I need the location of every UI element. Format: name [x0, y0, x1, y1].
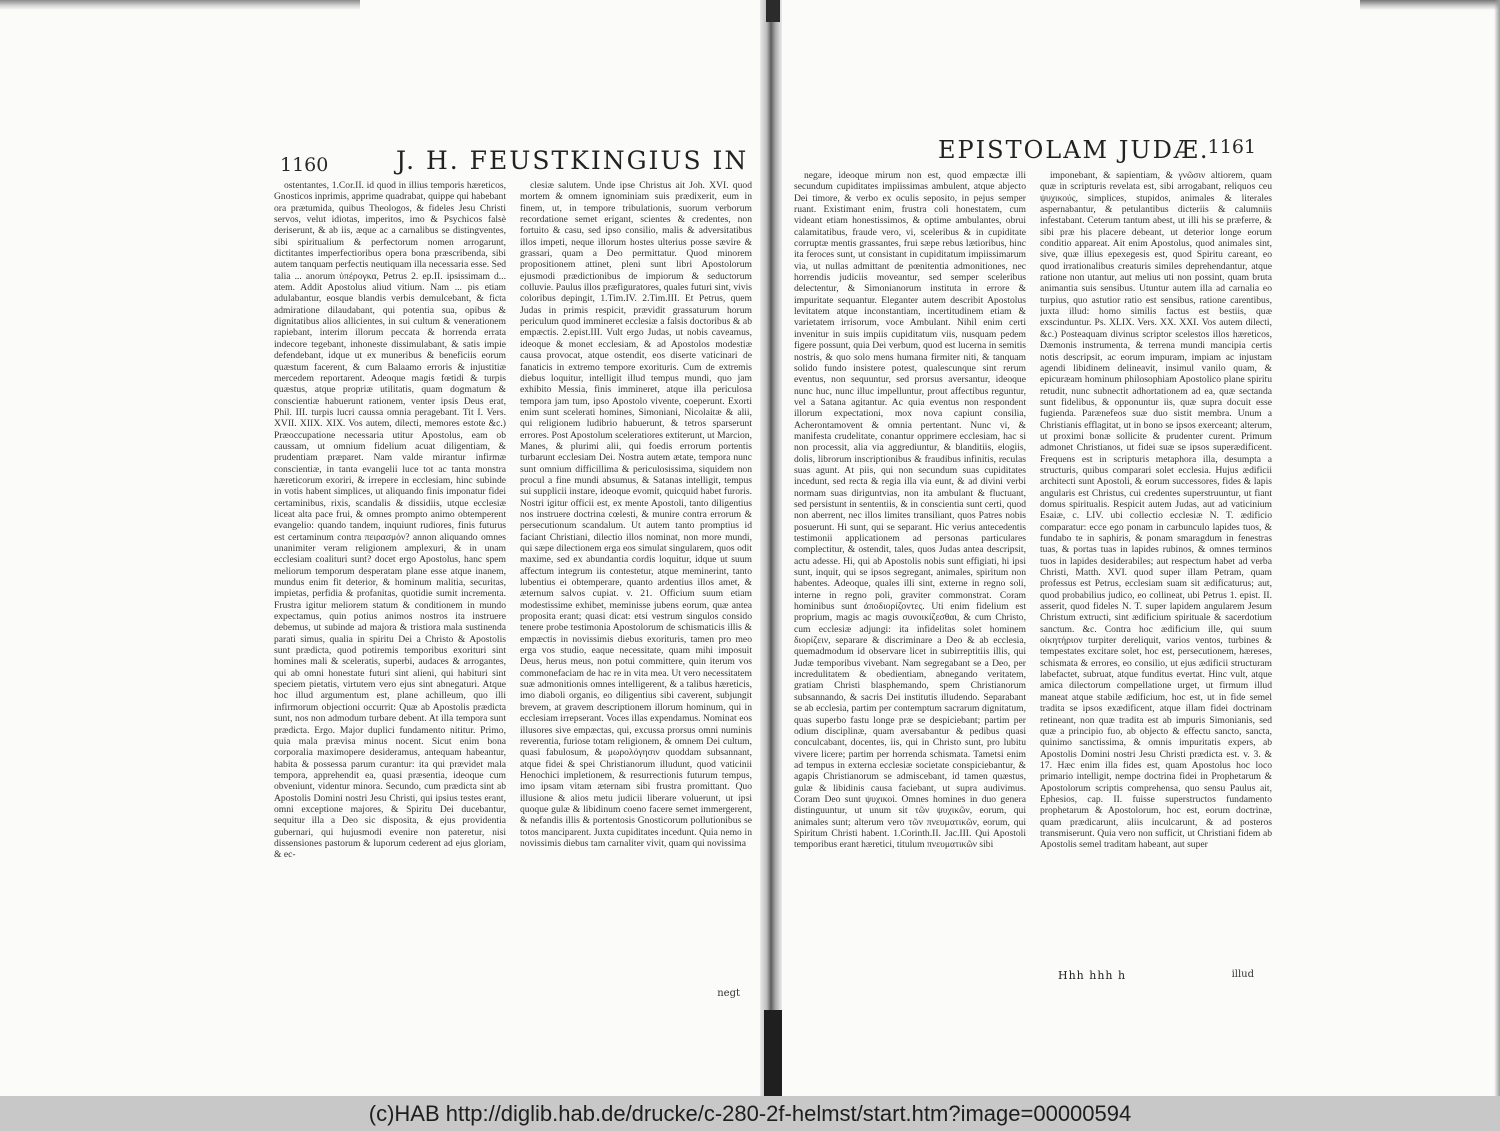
body-text: negare, ideoque mirum non est, quod empæctæ illi secundum cupiditates impiissimas ambulent, atque abjecto Dei timore, & verbo ex oculis seposito, in pejus semper ruant. Existimant enim, frustra coli honestatem, cum videant etiam honestissimos, & optime ambulantes, obrui calamitatibus, fraude vero, vi, sceleribus & in cupiditate corruptæ mentis grassantes, frui sæpe rebus lætioribus, hinc ita feroces sunt, ut consistant in cupiditatum impiissimarum via, ut nullas admittant de pœnitentia admonitiones, nec horrendis judiciis moveantur, sed semper sceleribus delectentur, & Simonianorum instituta in errore & impuritate sequantur. Eleganter autem describit Apostolus levitatem atque inconstantiam, incertitudinem etiam & varietatem irrisorum, voce Ambulant. Nihil enim certi invenitur in suis impiis cupiditatum viis, nusquam pedem figere possunt, quia Dei verbum, quod est lucerna in semitis nostris, & quo solo mens humana firmiter niti, & tanquam solido fundo insistere potest, qualescunque sint rerum eventus, non sequuntur, sed prorsus aversantur, ideoque nunc huc, nunc illuc impelluntur, prout affectibus reguntur, vel a Satana agitantur. Ac quia eventus non respondent illorum expectationi, mox nova capiunt consilia, Acherontamovent & omnia pertentant. Nunc vi, & manifesta crudelitate, conantur opprimere ecclesiam, hac si non processit, alia via aggrediuntur, & blanditiis, elogiis, dolis, librorum inscriptionibus & fraudibus infinitis, reculas suas agunt. At piis, qui non secundum suas cupiditates incedunt, sed recta & regia illa via eunt, & ad divini verbi normam suas diriguntvias, non ita ambulant & fluctuant, sed persistunt in sententiis, & in conscientia sunt certi, quod non aberrent, nec illos limites transiliant, quos Patres nobis posuerunt. Hi sunt, qui se separant. Hic verius antecedentis testimonii applicationem ad personas particulares complectitur, & ostendit, tales, quos Judas antea descripsit, actu adesse. Hi, qui ab Apostolis nobis sunt effigiati, hi ipsi sunt, inquit, qui se ipsos segregant, animales, spiritum non habentes. Adeoque, quales illi sint, externe in regno soli, interne in regno poli, graviter commonstrat. Coram hominibus sunt ἀποδιορίζοντες. Uti enim fidelium est proprium, magis ac magis συνοικίζεσθαι, & cum Christo, cum ecclesiæ adjungi: ita infidelitas solet hominem διορίζειν, separare & discriminare a Deo & ab ecclesia, quemadmodum id observare licet in subirreptitiis illis, qui Judæ temporibus vivebant. Nam segregabant se a Deo, per incredulitatem & obedientiam, abnegando veritatem, gratiam Christi blasphemando, spem Christianorum subsannando, & sacris Dei institutis illudendo. Separabant se ab ecclesia, partim per contemptum sacrarum dignitatum, quas superbo fastu longe præ se despiciebant; partim per odium disciplinæ, quam aversabantur & pedibus quasi conculcabant, docentes, iis, qui in Christo sunt, pro lubitu vivere licere; partim per horrenda schismata. Tametsi enim ad tempus in externa ecclesiæ societate conspiciebantur, & agapis Christianorum se admiscebant, id tamen quæstus, gulæ & libidinis causa faciebant, ut supra audivimus. Coram Deo sunt ψυχικοί. Omnes homines in duo genera distinguuntur, ut unum sit τῶν ψυχικῶν, eorum, qui animales sunt; alterum vero τῶν πνευματικῶν, eorum, qui Spiritum Christi habent. 1.Corinth.II. Jac.III. Qui Apostoli temporibus erant hæretici, titulum πνευματικῶν sibi: [794, 170, 1026, 851]
body-text: clesiæ salutem. Unde ipse Christus ait Joh. XVI. quod mortem & omnem ignominiam suis prædixerit, eum in finem, ut, in tempore tribulationis, suorum verborum recordatione semet erigant, scientes & credentes, non fortuito & casu, sed ipso consilio, malis & adversitatibus illos impeti, neque illorum hostes ulterius posse sævire & grassari, quam a Deo permittatur. Quod minorem propositionem attinet, pleni sunt libri Apostolorum ejusmodi prædictionibus de impiorum & seductorum colluvie. Paulus illos præfiguratores, quales futuri sint, vivis coloribus depingit, 1.Tim.IV. 2.Tim.III. Et Petrus, quem Judas in primis respicit, prævidit grassaturum horum periculum quod immineret ecclesiæ a falsis doctoribus & ab empæctis. 2.epist.III. Vult ergo Judas, ut nobis caveamus, ideoque & monet ecclesiam, & ad Apostolos modestiæ causa provocat, atque ostendit, eos diserte vaticinari de fanaticis in extremo tempore exorituris. Cum de extremis diebus loquitur, intelligit illud tempus mundi, quo jam exhibito Messia, finis immineret, atque illa periculosa tempora jam tum, ipso Apostolo vivente, coeperunt. Exorti enim sunt scelerati homines, Simoniani, Nicolaitæ & alii, qui religionem ludibrio habuerunt, & tetros sparserunt errores. Post Apostolum sceleratiores extiterunt, ut Marcion, Manes, & plurimi alii, qui foedis errorum portentis turbarunt ecclesiam Dei. Nostra autem ætate, tempora nunc sunt omnium difficillima & periculosissima, siquidem non procul a fine mundi absumus, & Satanas intelligit, tempus sui supplicii instare, ideoque evomit, quicquid habet furoris. Nostri igitur officii est, ex mente Apostoli, tanto diligentius nos instruere doctrina cœlesti, & munire contra errorum & persecutionum scandalum. Ut autem tanto promptius id faciant Christiani, dilectio illos nominat, non more mundi, qui sæpe dilectionem erga eos simulat singularem, quos odit maxime, sed ex abundantia cordis loquitur, idque ut suum affectum integrum iis contestetur, atque meminerint, tanto lubentius ei obtemperare, quanto ardentius illos amet, & æternum salvos cupiat. v. 21. Officium suum etiam modestissime exhibet, meminisse jubens eorum, quæ antea proposita erant; quasi dicat: etsi vestrum singulos consido tenere probe testimonia Apostolorum de schismaticis illis & empæctis in novissimis diebus exorituris, tamen pro meo erga vos studio, eaque necessitate, quam mihi imposuit Deus, herus meus, non potui committere, quin iterum vos commonefaciam de hac re in vita mea. Ut vero necessitatem suæ admonitionis omnes intelligerent, & a talibus hæreticis, imo diaboli organis, eo diligentius sibi caverent, subjungit brevem, at gravem descriptionem illorum hominum, qui in ecclesiam irrepserant. Voces illas expendamus. Nominat eos illusores sive empæctas, qui, excussa prorsus omni numinis reverentia, furiose totam religionem, & omnem Dei cultum, quasi fabulosum, & μωρολόγησιν quoddam subsannant, atque fidei & spei Christianorum illudunt, quod vaticinii Henochici impletionem, & resurrectionis futurum tempus, imo ipsam vitam æternam sibi frustra promittant. Quo illusione & alios metu judicii liberare voluerunt, ut ipsi quoque gulæ & libidinum coeno facere semet immergerent, & nefandis illis & portentosis Gnosticorum pollutionibus se totos manciparent. Juxta cupiditates incedunt. Quia nemo in novissimis diebus tam carnaliter vivit, quam qui novissima: [520, 180, 752, 849]
body-text: imponebant, & sapientiam, & γνῶσιν altiorem, quam quæ in scripturis revelata est, sibi arrogabant, reliquos ceu ψυχικούς, simplices, stupidos, animales & literales aspernabantur, & petulantibus dicteriis & calumniis infestabant. Ceterum tantum abest, ut illi his se præferre, & sibi præ his placere debeant, ut deterior longe eorum conditio appareat. Ait enim Apostolus, quod animales sint, sive, quæ illius epexegesis est, quod Spiritu careant, eo quod irrationalibus creaturis similes deprehendantur, atque ratione non utantur, aut melius uti non possint, quam bruta animantia suis sensibus. Utuntur autem illa ad carnalia eo turpius, quo astutior ratio est sensibus, ratione carentibus, juxta illud: homo similis factus est bestiis, quæ exscinduntur. Ps. XLIX. Vers. XX. XXI. Vos autem dilecti, &c.) Posteaquam divinus scriptor scelestos illos hæreticos, Dæmonis instrumenta, & terrena mundi mancipia certis notis descripsit, ac eorum impuram, impiam ac injustam agendi libidinem delineavit, insimul vanilo quam, & epicuræam hominum philosophiam Apostolico plane spiritu retudit, nunc subnectit adhortationem ad ea, quæ sectanda sunt fidelibus, & opponuntur iis, quæ supra docuit esse fugienda. Parænefeos suæ duo sistit membra. Unum a Christianis efflagitat, ut in bono se ipsos exerceant; alterum, ut proximi bonæ sollicite & prudenter curent. Primum admonet Christianos, ut fidei suæ se ipsos superædificent. Frequens est in scripturis metaphora illa, desumpta a structuris, quibus comparari solet ecclesia. Hujus ædificii architecti sunt Apostoli, & eorum successores, fides & lapis angularis est Christus, cui credentes superstruuntur, ut fiant domus spiritualis. Respicit autem Judas, aut ad vaticinium Esaiæ, c. LIV. ubi collectio ecclesiæ N. T. ædificio comparatur: ecce ego ponam in carbunculo lapides tuos, & fundabo te in saphiris, & ponam smaragdum in fenestras tuas, & portas tuas in lapides rubinos, & omnes terminos tuos in lapides desiderabiles; aut respectum habet ad verba Christi, Matth. XVI. quod super illam Petram, quam professus est Petrus, ecclesiam suam sit ædificaturus; aut, quod probabilius judico, eo collineat, ubi Petrus 1. epist. II. asserit, quod fideles N. T. super lapidem angularem Jesum Christum extructi, sint ædificium spirituale & sacerdotium sanctum. &c. Contra hoc ædificium ille, qui suum οἰκητήριον turpiter dereliquit, varios ventos, turbines & tempestates excitare solet, hoc est, persecutionem, hæreses, schismata & errores, eo consilio, ut ejus ædificii structuram labefactet, subruat, atque funditus evertat. Hinc vult, atque amica dilectorum compellatione urget, ut firmum illud maneat atque stabile ædificium, hoc est, ut in fide semel tradita se ipsos exædificent, atque illam fidei doctrinam retineant, non quæ tradita est ab impuris Simonianis, sed quæ a principio fuo, ab objecto & effectu sancto, sancta, quinimo sanctissima, & omnis impuritatis expers, ab Apostolis Domini nostri Jesu Christi prædicta est. v. 3. & 17. Hæc enim illa fides est, quam Apostolus hoc loco primario intelligit, nempe doctrina fidei in Prophetarum & Apostolorum scriptis comprehensa, quo sensu Paulus ait, Ephesios, cap. II. fuisse superstructos fundamento prophetarum & Apostolorum, hoc est, eorum doctrinæ, quam prædicarunt, aliis inculcarunt, & ad posteros transmiserunt. Quia vero non sufficit, ut Christiani fidem ab Apostolis semel traditam habeant, aut super: [1040, 170, 1272, 851]
running-head: J. H. FEUSTKINGIUS IN: [396, 146, 749, 175]
signature-mark: Hhh hhh h: [1058, 969, 1127, 982]
text-columns: [274, 180, 752, 1000]
scan-edge-shadow: [1494, 0, 1500, 1096]
copyright-url-text: (c)HAB http://diglib.hab.de/drucke/c-280-2f-helmst/start.htm?image=00000594: [368, 1100, 1132, 1126]
body-text: ostentantes, 1.Cor.II. id quod in illius temporis hæreticos, Gnosticos inprimis, apprime quadrabat, quippe qui habebant ora prætumida, quibus Theologos, & fideles Jesu Christi servos, velut idiotas, imperitos, imo & Psychicos falsè deriserunt, & ab iis, æque ac a carnalibus se distingventes, sibi spiritualium & perfectorum nomen arrogarunt, dictitantes imperfectioribus opera bona præscribenda, sibi autem tanquam perfectis neutiquam illa necessaria esse. Sed talia ... anorum ὑπέρογκα, Petrus 2. ep.II. ipsissimam d... atem. Addit Apostolus aliud vitium. Nam ... pis etiam adulabantur, eosque blandis verbis demulcebant, & ficta admiratione dilaudabant, qui potentia sua, opibus & dignitatibus alios allicientes, in sui cultum & venerationem rapiebant, interim illorum peccata & horrenda errata indecore tegebant, inhoneste dissimulabant, & satis impie defendebant, idque ut ex muneribus & beneficiis eorum quæstum facerent, & cum Balaamo erroris & injustitiæ mercedem reportarent. Adeoque magis fœtidi & turpis quæstus, atque propriæ utilitatis, quam dogmatum & conscientiæ habuerunt rationem, venter ipsis Deus erat, Phil. III. turpis lucri caussa omnia peragebant. Tit I. Vers. XVII. XIIX. XIX. Vos autem, dilecti, memores estote &c.) Præoccupatione necessaria utitur Apostolus, eam ob caussam, ut omnium fidelium acuat diligentiam, & prudentiam præparet. Nam valde mirantur infirmæ conscientiæ, in tanta evangelii luce tot ac tanta monstra hæreticorum exoriri, & irrepere in ecclesiam, hinc subinde in votis habent simplices, ut aliquando finis imponatur fidei certaminibus, rixis, scandalis & dissidiis, utque ecclesiæ liceat alta pace frui, & omnes prompto animo obtemperent evangelio: quando tandem, inquiunt rudiores, finis futurus est certaminum contra πειρασμόν? annon aliquando omnes unanimiter veram religionem amplexuri, & in unam ecclesiam coalituri sunt? docet ergo Apostolus, hanc spem meliorum temporum desperatam plane esse atque inanem, mundus enim fit deterior, & hominum malitia, securitas, impietas, perfidia & profanitas, quotidie sumit incrementa. Frustra igitur meliorem statum & conditionem in mundo expectamus, quin potius animos nostros ita instruere debemus, ut subinde ad majora & tristiora mala sustinenda parati simus, qualia in spiritu Dei a Christo & Apostolis sunt prædicta, quod potiremis temporibus exorituri sint homines mali & sceleratis, superbi, audaces & arrogantes, qui ab omni honestate futuri sint alieni, qui habituri sint speciem pietatis, virtutem vero ejus sint abnegaturi. Atque hoc illud argumentum est, plane achilleum, quo illi infirmorum objectioni occurrit: Quæ ab Apostolis prædicta sunt, nos non admodum turbare debent. At illa tempora sunt prædicta. Ergo. Major duplici fundamento nititur. Primo, quia mala prævisa minus nocent. Sicut enim bona corporalia maximopere desideramus, antequam habeantur, habita & possessa parum curantur: ita qui prævidet mala tempora, apprehendit ea, quasi præsentia, ideoque cum obveniunt, videntur minora. Secundo, cum prædicta sint ab Apostolis Domini nostri Jesu Christi, qui ipsius testes erant, omni exceptione majores, & Spiritu Dei ducebantur, sequitur illa a Deo sic disposita, & ejus providentia gubernari, qui hujusmodi evenire non pateretur, nisi dissensiones pastorum & luporum cederent ad ejus gloriam, & ec-: [274, 180, 506, 861]
text-column-left: [274, 180, 506, 1000]
left-page: [268, 140, 758, 1000]
text-columns: [794, 170, 1272, 990]
page-number: 1161: [1207, 136, 1256, 158]
text-column-right: [1040, 170, 1272, 990]
right-page: [788, 130, 1278, 990]
text-column-left: [794, 170, 1026, 990]
scan-edge-shadow: [0, 0, 360, 10]
book-gutter: [760, 0, 782, 1096]
page-number: 1160: [280, 154, 329, 176]
book-spine: [766, 0, 780, 22]
scan-edge-shadow: [1360, 0, 1500, 10]
copyright-footer: [0, 1096, 1500, 1131]
book-spine: [764, 1010, 782, 1096]
running-head: EPISTOLAM JUDÆ.: [938, 136, 1210, 164]
page-header: [268, 140, 758, 180]
page-header: [788, 130, 1278, 170]
catchword: illud: [1231, 969, 1254, 980]
catchword: negt: [717, 988, 740, 999]
text-column-right: [520, 180, 752, 1000]
